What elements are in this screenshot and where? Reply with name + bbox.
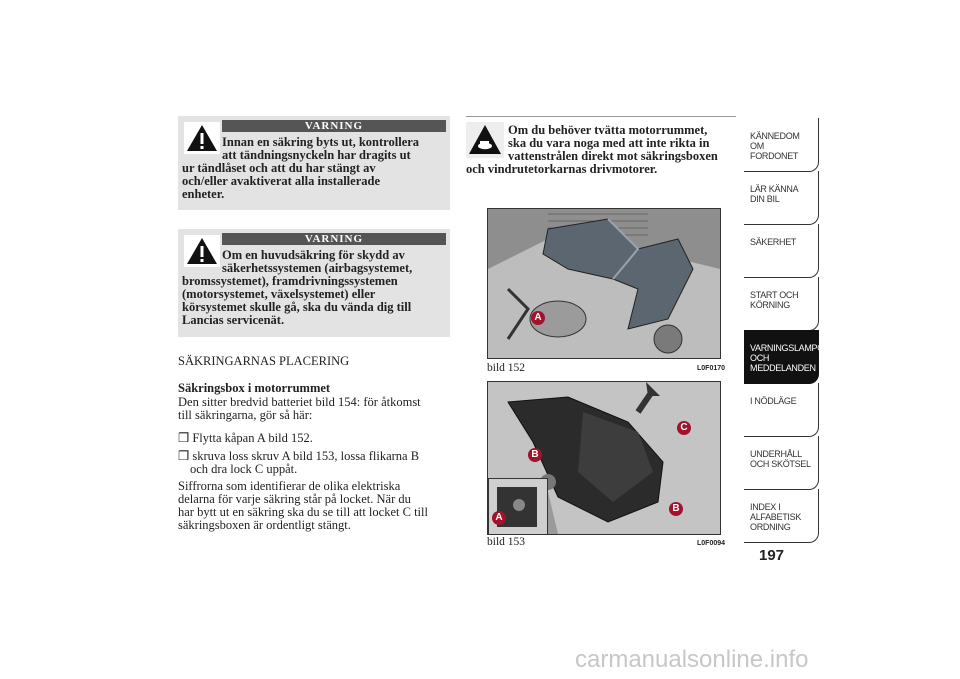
callout-b-bottom: B	[669, 502, 683, 516]
figure-153-caption: bild 153	[487, 536, 526, 548]
tab-kannedom[interactable]: KÄNNEDOM OM FORDONET	[744, 118, 819, 172]
callout-a: A	[492, 511, 506, 525]
callout-a: A	[531, 311, 545, 325]
figure-152-code: L0F0170	[697, 365, 726, 372]
bullet-list: ❒ Flytta kåpan A bild 152. ❒ skruva loss skruv A bild 153, lossa flikarna B och dra lock C uppåt.	[178, 431, 420, 476]
paragraph-2: Siffrorna som identifierar de olika elektriska delarna för varje säkring står på locket. När du har bytt ut en säkring ska du se till att locket C till säkringsboxen är ordentligt stängt.	[178, 479, 428, 532]
figure-152-caption: bild 152	[487, 362, 526, 374]
callout-c: C	[677, 421, 691, 435]
figure-153-image	[487, 381, 721, 535]
page-number: 197	[759, 547, 785, 564]
warning-box-1	[178, 116, 450, 210]
subsection-title: Säkringsbox i motorrummet	[178, 381, 331, 395]
section-title: SÄKRINGARNAS PLACERING	[178, 354, 350, 368]
figure-152-image	[487, 208, 721, 359]
tab-index[interactable]: INDEX I ALFABETISK ORDNING	[744, 489, 819, 543]
figure-153-code: L0F0094	[697, 540, 726, 547]
tab-i-nodlage[interactable]: I NÖDLÄGE	[744, 383, 819, 437]
note-top-rule	[466, 116, 736, 117]
note-text: Om du behöver tvätta motorrummet, ska du vara noga med att inte rikta in vattenstrålen direkt mot säkringsboxen och vindrutetorkarnas drivmotorer.	[466, 123, 718, 176]
tab-varningslampor[interactable]: VARNINGSLAMPOR OCH MEDDELANDEN	[744, 330, 819, 384]
warning-box-2	[178, 229, 450, 337]
paragraph-1: Den sitter bredvid batteriet bild 154: för åtkomst till säkringarna, gör så här:	[178, 395, 421, 422]
callout-b-top: B	[528, 448, 542, 462]
watermark: carmanualsonline.info	[575, 646, 809, 673]
tab-start[interactable]: START OCH KÖRNING	[744, 277, 819, 331]
warning-text: Om en huvudsäkring för skydd av säkerhetssystemen (airbagsystemet, bromssystemet), framdrivningssystemen (motorsystemet, växelsystemet) eller körsystemet skulle gå, ska du vända dig till Lancias servicenät.	[182, 248, 413, 327]
warning-header: VARNING	[222, 233, 446, 245]
tab-lar-kanna[interactable]: LÄR KÄNNA DIN BIL	[744, 171, 819, 225]
warning-header: VARNING	[222, 120, 446, 132]
inset-detail	[488, 478, 548, 535]
tab-sakerhet[interactable]: SÄKERHET	[744, 224, 819, 278]
warning-text: Innan en säkring byts ut, kontrollera att tändningsnyckeln har dragits ut ur tändlåset och att du har stängt av och/eller avaktiverat alla installerade enheter.	[182, 135, 420, 201]
tab-underhall[interactable]: UNDERHÅLL OCH SKÖTSEL	[744, 436, 819, 490]
